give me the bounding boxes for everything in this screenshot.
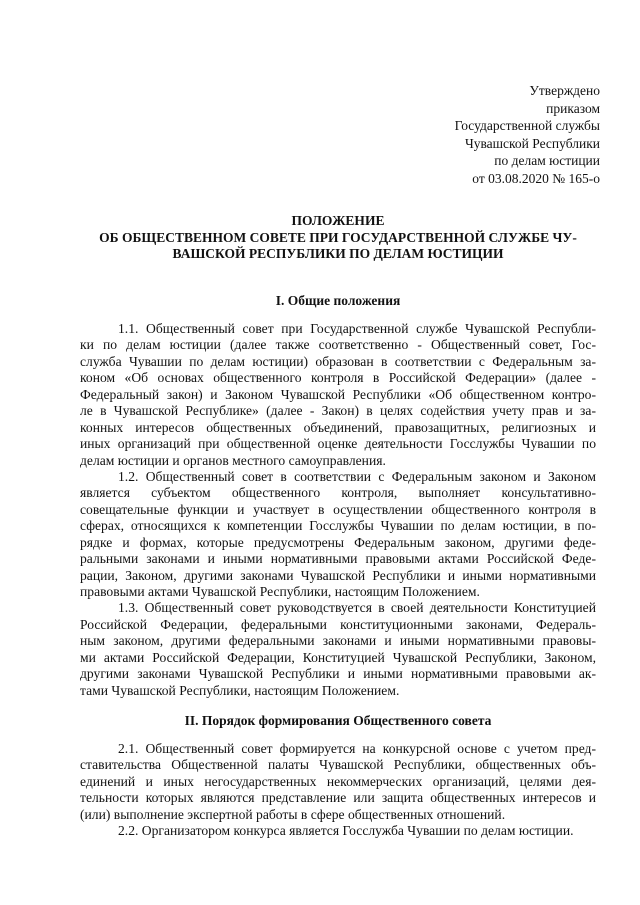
approval-line: Государственной службы [454, 118, 600, 134]
title-line: ОБ ОБЩЕСТВЕННОМ СОВЕТЕ ПРИ ГОСУДАРСТВЕННОЙ СЛУЖБЕ ЧУ- [99, 229, 577, 245]
paragraph-line: конных интересов общественных объединений, правозащитных, религиозных и [80, 419, 596, 435]
title-line: ВАШСКОЙ РЕСПУБЛИКИ ПО ДЕЛАМ ЮСТИЦИИ [172, 246, 504, 261]
paragraph-line: 2.1. Общественный совет формируется на конкурсной основе с учетом пред- [118, 741, 596, 756]
paragraph-line: служба Чувашии по делам юстиции) образован в соответствии с Федеральным за- [80, 353, 596, 369]
section-heading-general: I. Общие положения [275, 293, 401, 308]
document-title [80, 213, 596, 263]
paragraph-line: единений и иных негосударственных некоммерческих организаций, целями дея- [80, 773, 596, 789]
paragraph-line: ки по делам юстиции (далее также соответственно - Общественный совет, Гос- [80, 337, 596, 353]
paragraph-line: ми актами Российской Федерации, Конституцией Чувашской Республики, Законом, [80, 649, 596, 665]
approval-line: Утверждено [529, 83, 600, 98]
paragraph-line: делам юстиции и органов местного самоуправления. [80, 452, 386, 468]
section-body-general [80, 321, 596, 699]
approval-line: по делам юстиции [494, 153, 600, 169]
paragraph-line: совещательные функции и участвует в осуществлении общественного контроля в [80, 501, 596, 517]
paragraph-line: тельности которых являются представление или защита общественных интересов и [80, 790, 596, 806]
section-heading-formation: II. Порядок формирования Общественного совета [184, 713, 492, 728]
paragraph-line: (или) выполнение экспертной работы в сфере общественных отношений. [80, 806, 506, 822]
paragraph-line: иных организаций при общественной оценке деятельности Госслужбы Чувашии по [80, 436, 596, 452]
paragraph-line: 2.2. Организатором конкурса является Госслужба Чувашии по делам юстиции. [118, 823, 574, 839]
paragraph-line: 1.2. Общественный совет в соответствии с Федеральным законом и Законом [118, 468, 596, 484]
paragraph-line: является субъектом общественного контроля, выполняет консультативно- [80, 485, 596, 501]
paragraph-line: правовыми актами Чувашской Республики, настоящим Положением. [80, 584, 480, 599]
paragraph-line: Федеральный закон) и Законом Чувашской Республики «Об общественном контро- [80, 386, 596, 402]
paragraph-line: тами Чувашской Республики, настоящим Положением. [80, 682, 400, 698]
paragraph-line: 1.3. Общественный совет руководствуется в своей деятельности Конституцией [118, 600, 596, 616]
paragraph-line: коном «Об основах общественного контроля в Российской Федерации» (далее - [80, 370, 596, 386]
approval-line: от 03.08.2020 № 165-о [472, 170, 600, 186]
title-line: ПОЛОЖЕНИЕ [291, 213, 385, 228]
paragraph-line: 1.1. Общественный совет при Государственной службе Чувашской Республи- [118, 321, 596, 336]
paragraph-line: другими законами Чувашской Республики и иными нормативными правовыми ак- [80, 666, 596, 682]
paragraph-line: Российской Федерации, федеральными конституционными законами, Федераль- [80, 616, 596, 632]
paragraph-line: сферах, относящихся к компетенции Госслужбы Чувашии по делам юстиции, в по- [80, 518, 596, 534]
paragraph-line: ставительства Общественной палаты Чувашской Республики, общественных объ- [80, 757, 596, 773]
paragraph-line: рядке и формах, которые предусмотрены Федеральным законом, другими феде- [80, 534, 596, 550]
approval-line: Чувашской Республики [464, 135, 600, 151]
approval-line: приказом [546, 100, 600, 116]
paragraph-line: рации, Законом, другими законами Чувашской Республики и иными нормативными [80, 567, 596, 583]
approval-stamp [340, 82, 600, 188]
paragraph-line: ле в Чувашской Республике» (далее - Закон) в целях содействия учету прав и за- [80, 403, 596, 419]
paragraph-line: ральными законами и иными нормативными правовыми актами Российской Феде- [80, 551, 596, 567]
section-body-formation [80, 741, 596, 840]
paragraph-line: ным законом, другими федеральными законами и иными нормативными правовы- [80, 633, 596, 649]
